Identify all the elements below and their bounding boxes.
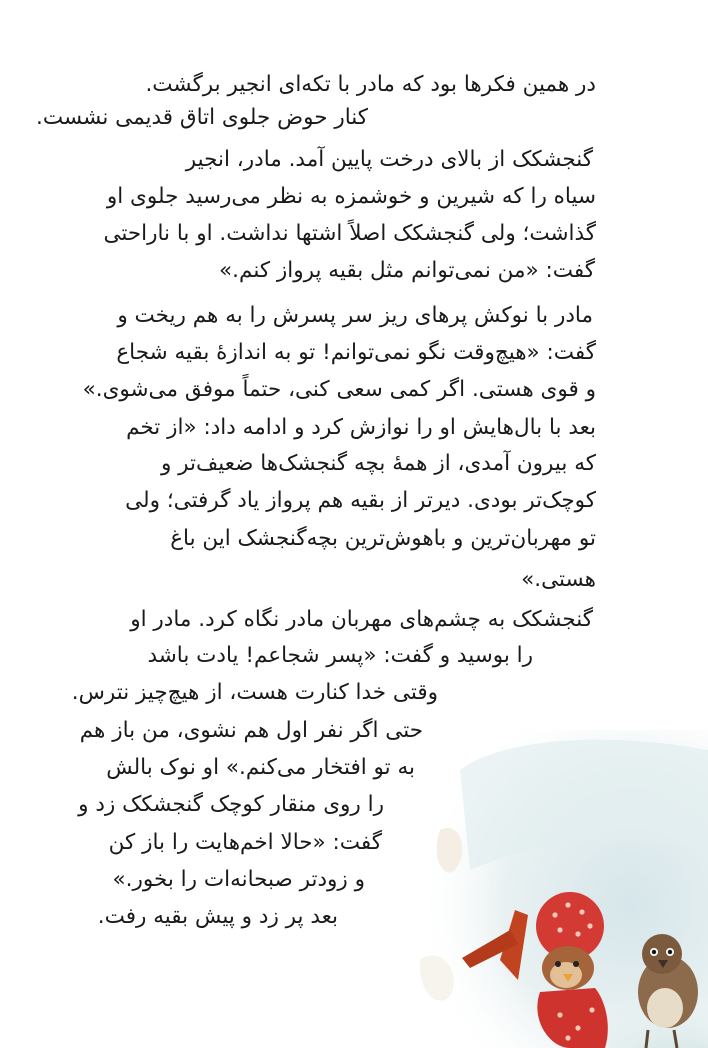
story-line: را روی منقار کوچک گنجشکک زد و [78,792,384,817]
story-line: بعد با بال‌هایش او را نوازش کرد و ادامه داد: «از تخم [126,415,596,440]
story-line: کوچک‌تر بودی. دیرتر از بقیه هم پرواز یاد گرفتی؛ ولی [125,488,596,513]
sparrows-illustration [400,730,708,1048]
story-line: و زودتر صبحانه‌ات را بخور.» [112,867,365,892]
story-line: مادر با نوکش پرهای ریز سر پسرش را به هم ریخت و [117,303,593,328]
story-line: هستی.» [521,567,596,592]
story-line: تو مهربان‌ترین و باهوش‌ترین بچه‌گنجشک این باغ [170,526,596,551]
story-line: گذاشت؛ ولی گنجشکک اصلاً اشتها نداشت. او با ناراحتی [103,221,596,246]
story-line: گفت: «حالا اخم‌هایت را باز کن [108,830,382,855]
story-line: گنجشکک از بالای درخت پایین آمد. مادر، انجیر [185,147,593,172]
story-line: گنجشکک به چشم‌های مهربان مادر نگاه کرد. مادر او [130,607,593,632]
story-line: به تو افتخار می‌کنم.» او نوک بالش [106,755,415,780]
story-line: را بوسید و گفت: «پسر شجاعم! یادت باشد [147,643,533,668]
story-line: در همین فکرها بود که مادر با تکه‌ای انجیر برگشت. [145,72,596,97]
story-line: سیاه را که شیرین و خوشمزه به نظر می‌رسید جلوی او [106,184,596,209]
story-line: گفت: «هیچ‌وقت نگو نمی‌توانم! تو به اندازهٔ بقیه شجاع [116,340,596,365]
story-line: که بیرون آمدی، از همهٔ بچه گنجشک‌ها ضعیف‌تر و [160,451,596,476]
story-line: و قوی هستی. اگر کمی سعی کنی، حتماً موفق می‌شوی.» [82,377,596,402]
story-line: بعد پر زد و پیش بقیه رفت. [97,904,338,929]
story-line: کنار حوض جلوی اتاق قدیمی نشست. [36,105,368,130]
story-line: حتی اگر نفر اول هم نشوی، من باز هم [79,718,423,743]
story-line: وقتی خدا کنارت هست، از هیچ‌چیز نترس. [71,680,438,705]
story-line: گفت: «من نمی‌توانم مثل بقیه پرواز کنم.» [219,258,595,283]
